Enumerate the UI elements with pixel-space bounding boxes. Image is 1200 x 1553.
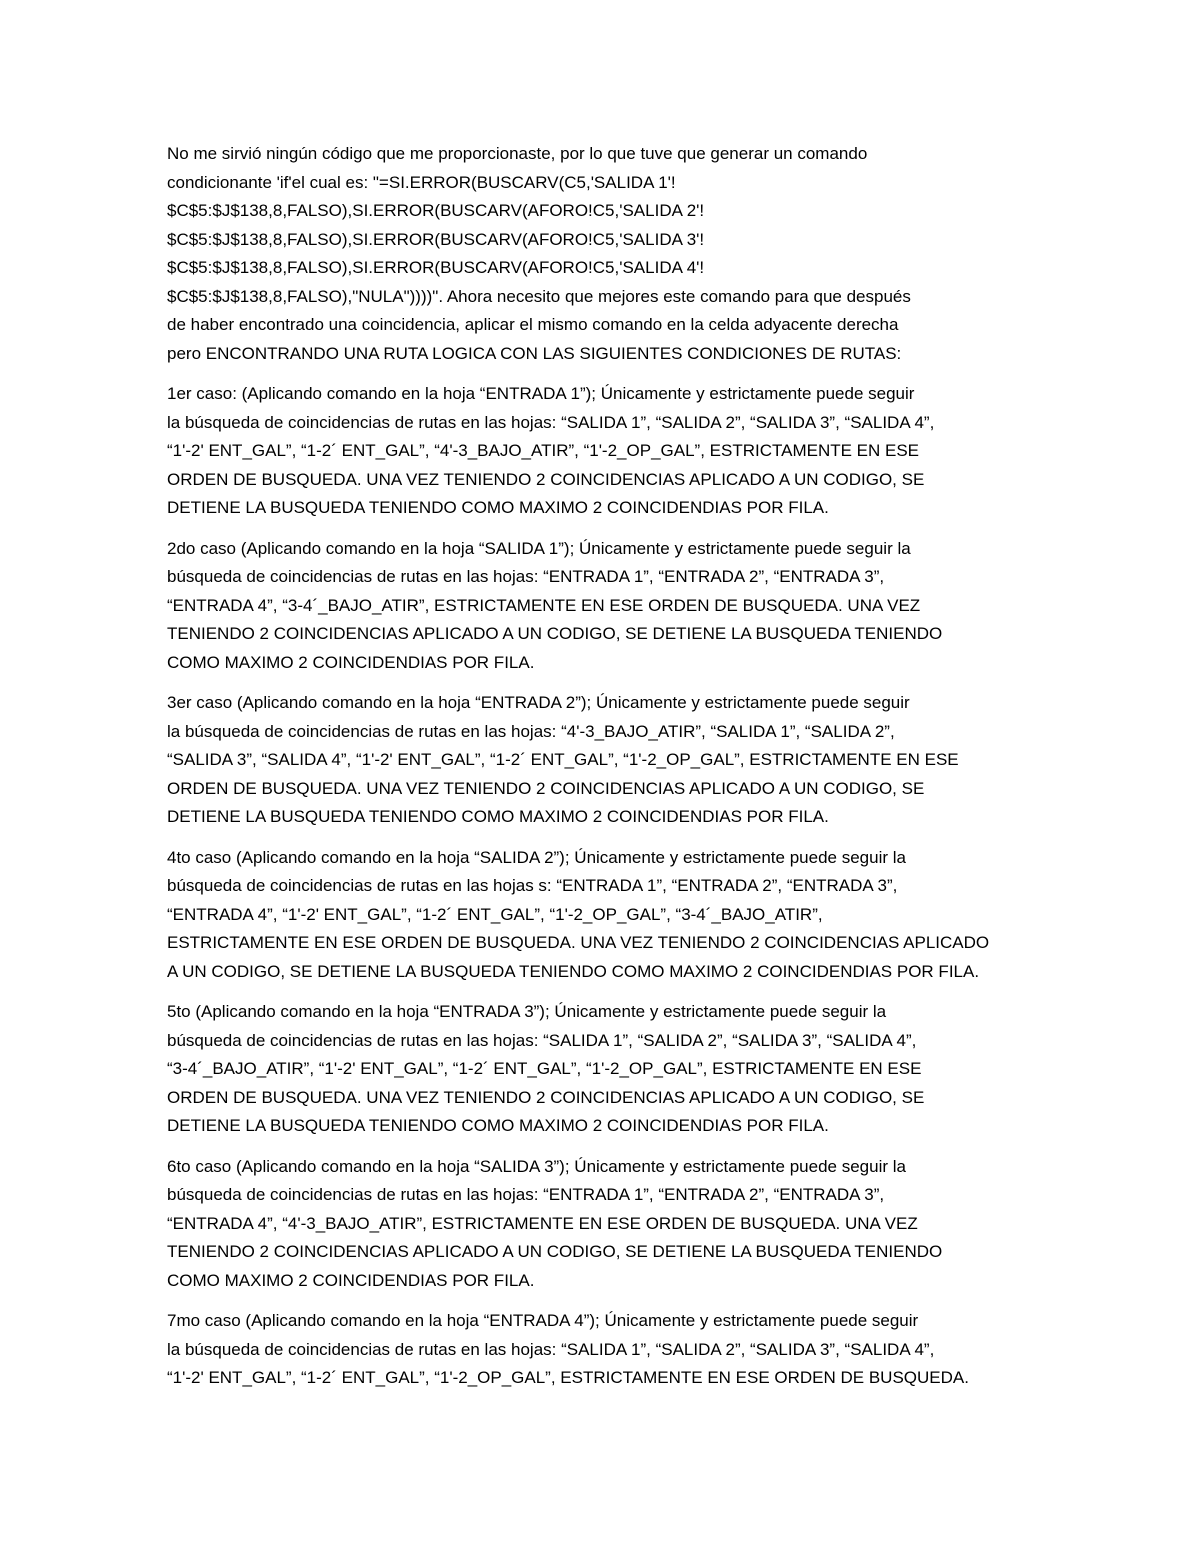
text-line: 4to caso (Aplicando comando en la hoja “SALIDA 2”); Únicamente y estrictamente puede seguir la — [167, 847, 906, 867]
text-line: “SALIDA 3”, “SALIDA 4”, “1'-2' ENT_GAL”, “1-2´ ENT_GAL”, “1'-2_OP_GAL”, ESTRICTAMENTE EN ESE — [167, 750, 959, 769]
text-line: “1'-2' ENT_GAL”, “1-2´ ENT_GAL”, “4'-3_BAJO_ATIR”, “1'-2_OP_GAL”, ESTRICTAMENTE EN ESE — [167, 441, 920, 460]
text-line: búsqueda de coincidencias de rutas en las hojas: “ENTRADA 1”, “ENTRADA 2”, “ENTRADA 3”, — [167, 567, 885, 586]
text-line: COMO MAXIMO 2 COINCIDENDIAS POR FILA. — [167, 1270, 535, 1290]
text-line: $C$5:$J$138,8,FALSO),SI.ERROR(BUSCARV(AFORO!C5,'SALIDA 2'! — [167, 201, 705, 220]
text-line: No me sirvió ningún código que me proporcionaste, por lo que tuve que generar un comando — [167, 144, 868, 163]
text-line: ORDEN DE BUSQUEDA. UNA VEZ TENIENDO 2 COINCIDENCIAS APLICADO A UN CODIGO, SE — [167, 1087, 925, 1107]
text-line: ORDEN DE BUSQUEDA. UNA VEZ TENIENDO 2 COINCIDENCIAS APLICADO A UN CODIGO, SE — [167, 778, 925, 798]
paragraph-case-6 — [167, 1153, 1033, 1296]
paragraph-case-1 — [167, 380, 1033, 523]
paragraph-case-4 — [167, 844, 1033, 987]
text-line: “1'-2' ENT_GAL”, “1-2´ ENT_GAL”, “1'-2_OP_GAL”, ESTRICTAMENTE EN ESE ORDEN DE BUSQUEDA. — [167, 1368, 969, 1387]
text-line: 1er caso: (Aplicando comando en la hoja “ENTRADA 1”); Únicamente y estrictamente puede seguir — [167, 384, 915, 403]
text-line: 5to (Aplicando comando en la hoja “ENTRADA 3”); Únicamente y estrictamente puede seguir la — [167, 1002, 887, 1021]
text-line: DETIENE LA BUSQUEDA TENIENDO COMO MAXIMO 2 COINCIDENDIAS POR FILA. — [167, 807, 829, 826]
text-line: $C$5:$J$138,8,FALSO),"NULA"))))". Ahora necesito que mejores este comando para que después — [167, 286, 911, 306]
text-line: 6to caso (Aplicando comando en la hoja “SALIDA 3”); Únicamente y estrictamente puede seguir la — [167, 1156, 906, 1176]
text-line: TENIENDO 2 COINCIDENCIAS APLICADO A UN CODIGO, SE DETIENE LA BUSQUEDA TENIENDO — [167, 1242, 943, 1261]
text-line: condicionante 'if'el cual es: "=SI.ERROR(BUSCARV(C5,'SALIDA 1'! — [167, 172, 676, 192]
text-line: “ENTRADA 4”, “3-4´_BAJO_ATIR”, ESTRICTAMENTE EN ESE ORDEN DE BUSQUEDA. UNA VEZ — [167, 595, 921, 615]
text-line: COMO MAXIMO 2 COINCIDENDIAS POR FILA. — [167, 652, 535, 672]
text-line: 2do caso (Aplicando comando en la hoja “SALIDA 1”); Únicamente y estrictamente puede seguir la — [167, 538, 911, 558]
paragraph-intro — [167, 140, 1033, 368]
text-line: “ENTRADA 4”, “4'-3_BAJO_ATIR”, ESTRICTAMENTE EN ESE ORDEN DE BUSQUEDA. UNA VEZ — [167, 1213, 918, 1233]
text-line: ESTRICTAMENTE EN ESE ORDEN DE BUSQUEDA. UNA VEZ TENIENDO 2 COINCIDENCIAS APLICADO — [167, 933, 990, 952]
paragraph-case-5 — [167, 998, 1033, 1141]
document-body — [167, 140, 1033, 1405]
text-line: búsqueda de coincidencias de rutas en las hojas s: “ENTRADA 1”, “ENTRADA 2”, “ENTRADA 3”, — [167, 876, 898, 895]
text-line: “3-4´_BAJO_ATIR”, “1'-2' ENT_GAL”, “1-2´ ENT_GAL”, “1'-2_OP_GAL”, ESTRICTAMENTE EN ESE — [167, 1059, 922, 1078]
text-line: de haber encontrado una coincidencia, aplicar el mismo comando en la celda adyacente derecha — [167, 315, 899, 334]
paragraph-case-7 — [167, 1307, 1033, 1393]
text-line: búsqueda de coincidencias de rutas en las hojas: “ENTRADA 1”, “ENTRADA 2”, “ENTRADA 3”, — [167, 1185, 885, 1204]
text-line: DETIENE LA BUSQUEDA TENIENDO COMO MAXIMO 2 COINCIDENDIAS POR FILA. — [167, 498, 829, 517]
text-line: “ENTRADA 4”, “1'-2' ENT_GAL”, “1-2´ ENT_GAL”, “1'-2_OP_GAL”, “3-4´_BAJO_ATIR”, — [167, 904, 823, 924]
text-line: 7mo caso (Aplicando comando en la hoja “ENTRADA 4”); Únicamente y estrictamente puede seguir — [167, 1311, 919, 1330]
paragraph-case-3 — [167, 689, 1033, 832]
text-line: TENIENDO 2 COINCIDENCIAS APLICADO A UN CODIGO, SE DETIENE LA BUSQUEDA TENIENDO — [167, 624, 943, 643]
text-line: $C$5:$J$138,8,FALSO),SI.ERROR(BUSCARV(AFORO!C5,'SALIDA 3'! — [167, 229, 705, 249]
text-line: pero ENCONTRANDO UNA RUTA LOGICA CON LAS SIGUIENTES CONDICIONES DE RUTAS: — [167, 343, 902, 363]
text-line: 3er caso (Aplicando comando en la hoja “ENTRADA 2”); Únicamente y estrictamente puede seguir — [167, 693, 910, 712]
text-line: la búsqueda de coincidencias de rutas en las hojas: “4'-3_BAJO_ATIR”, “SALIDA 1”, “SALIDA 2”, — [167, 721, 895, 741]
text-line: ORDEN DE BUSQUEDA. UNA VEZ TENIENDO 2 COINCIDENCIAS APLICADO A UN CODIGO, SE — [167, 469, 925, 489]
text-line: DETIENE LA BUSQUEDA TENIENDO COMO MAXIMO 2 COINCIDENDIAS POR FILA. — [167, 1116, 829, 1135]
text-line: la búsqueda de coincidencias de rutas en las hojas: “SALIDA 1”, “SALIDA 2”, “SALIDA 3”, “SALIDA 4”, — [167, 412, 935, 432]
paragraph-case-2 — [167, 535, 1033, 678]
text-line: $C$5:$J$138,8,FALSO),SI.ERROR(BUSCARV(AFORO!C5,'SALIDA 4'! — [167, 258, 705, 277]
text-line: A UN CODIGO, SE DETIENE LA BUSQUEDA TENIENDO COMO MAXIMO 2 COINCIDENDIAS POR FILA. — [167, 961, 980, 981]
text-line: búsqueda de coincidencias de rutas en las hojas: “SALIDA 1”, “SALIDA 2”, “SALIDA 3”, “SALIDA 4”, — [167, 1030, 917, 1050]
text-line: la búsqueda de coincidencias de rutas en las hojas: “SALIDA 1”, “SALIDA 2”, “SALIDA 3”, “SALIDA 4”, — [167, 1339, 935, 1359]
